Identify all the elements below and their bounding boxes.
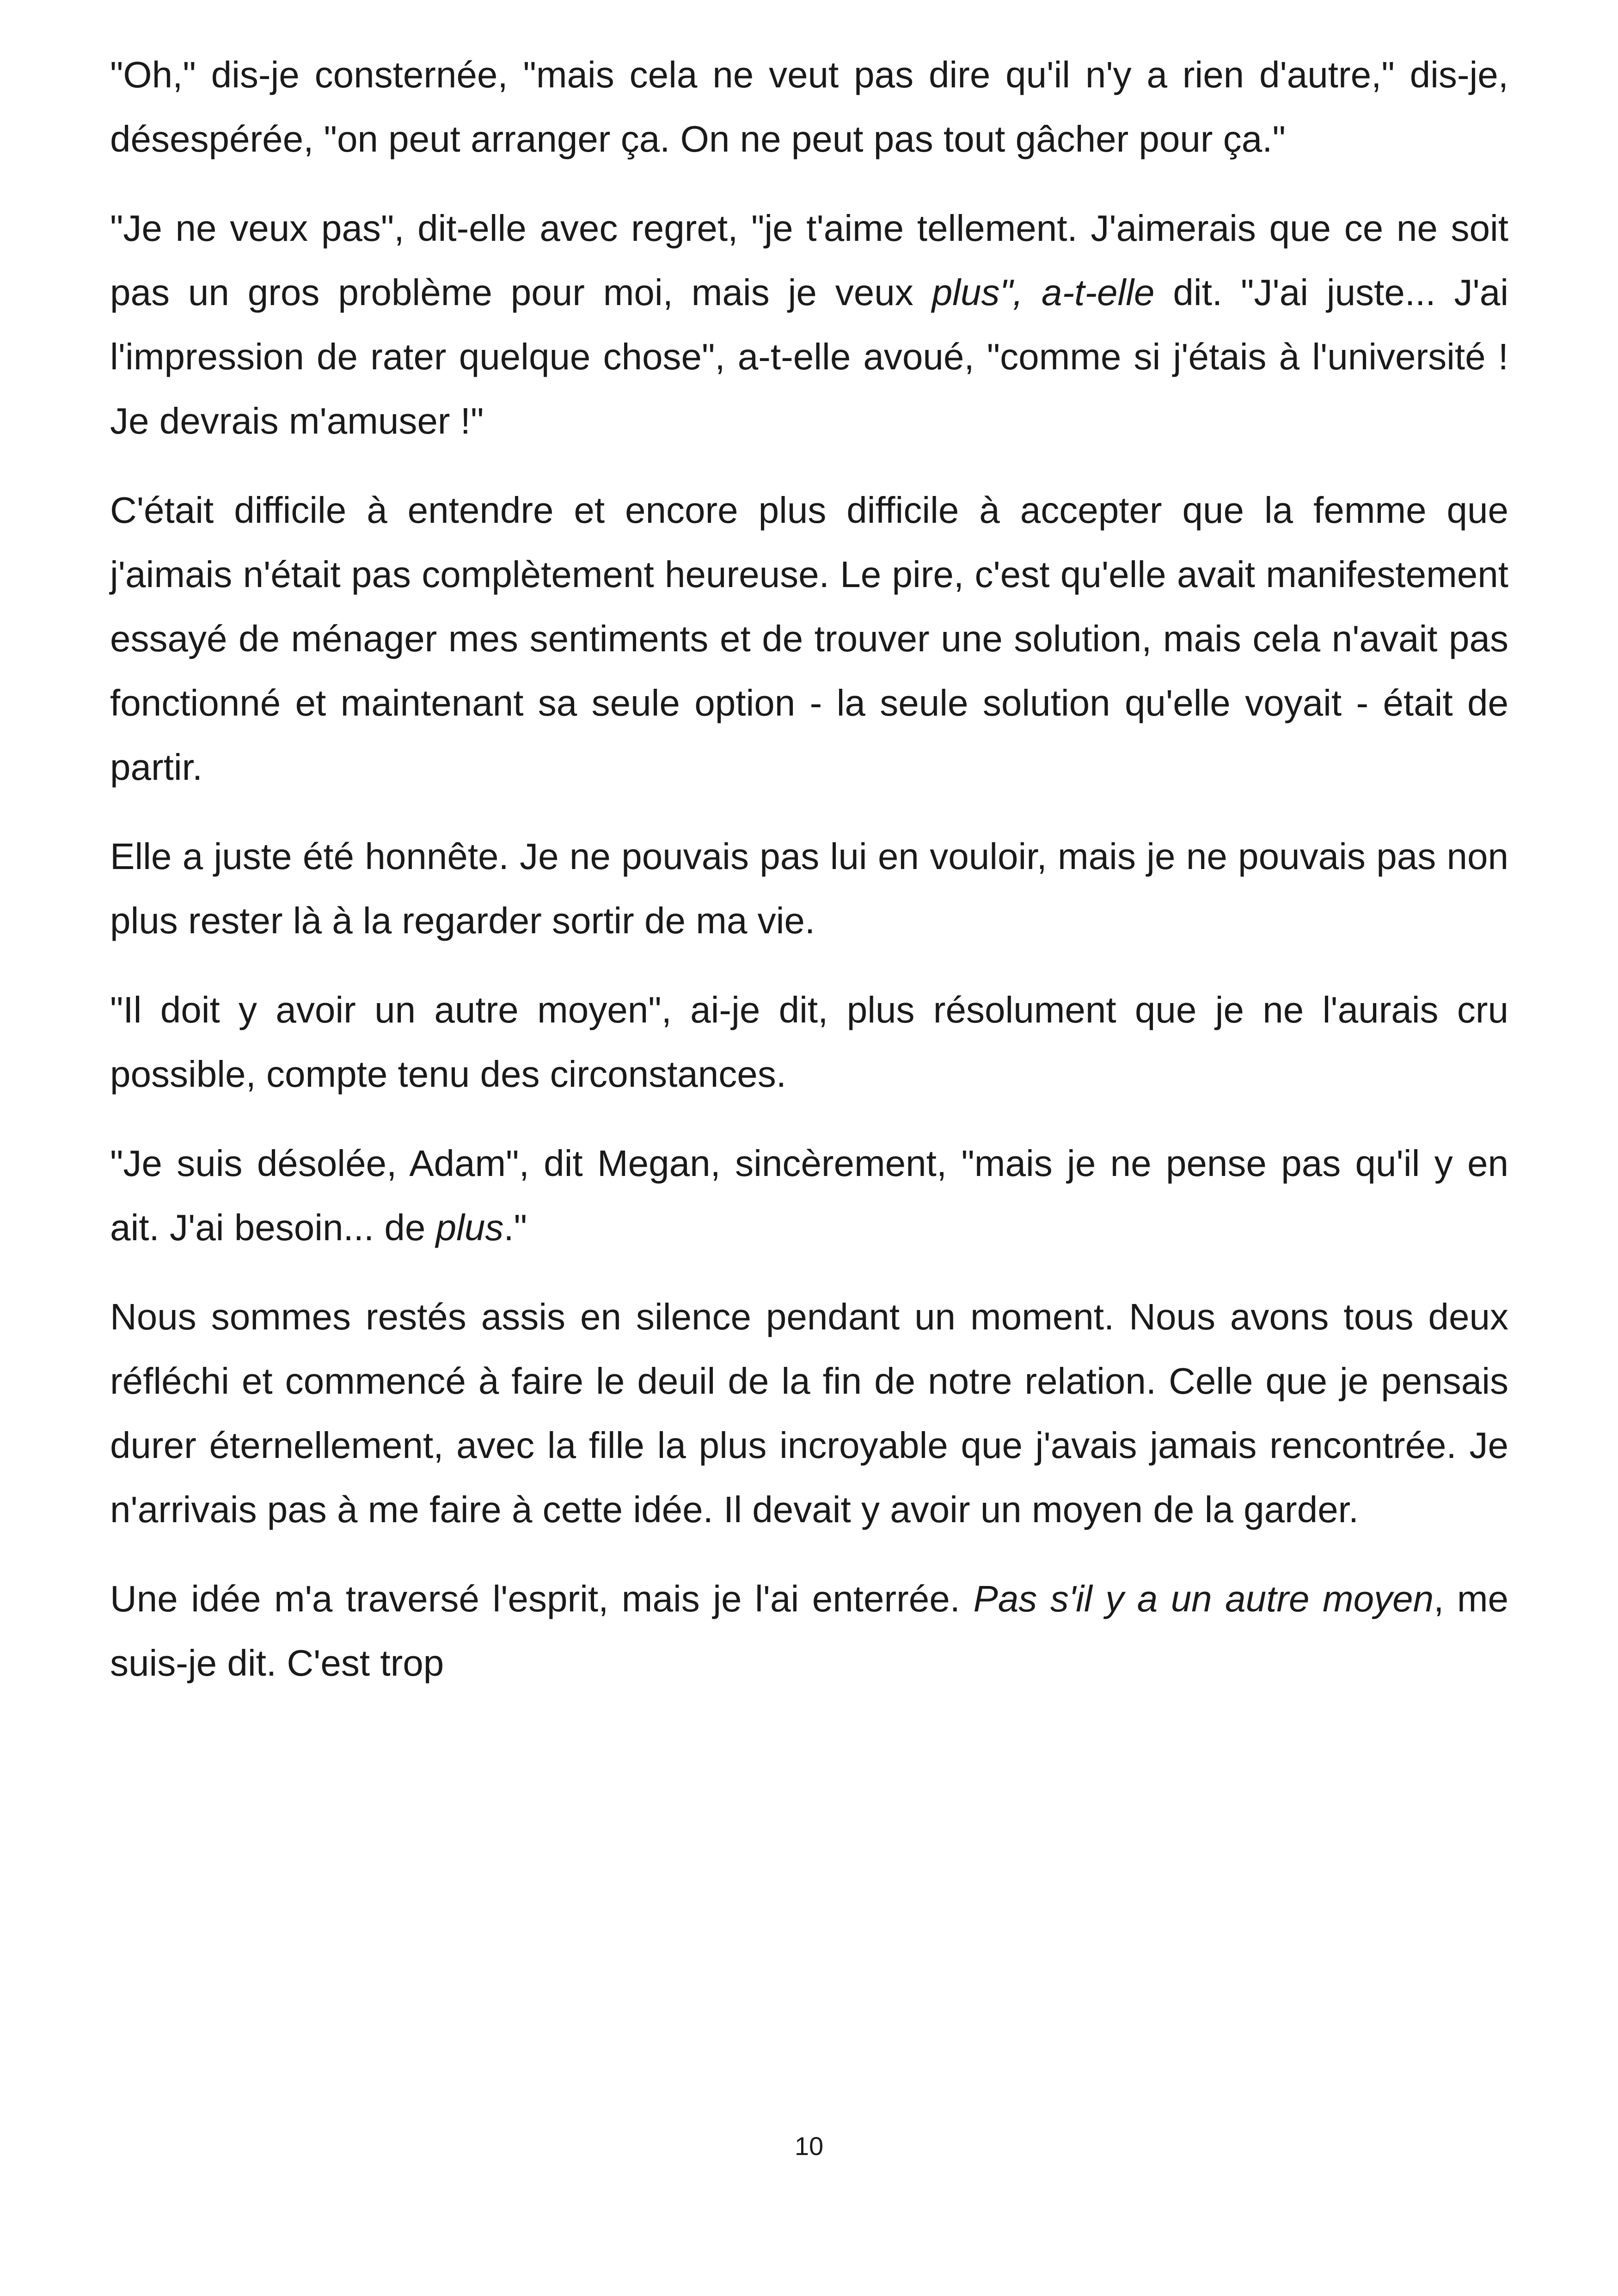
paragraph bbox=[110, 478, 1508, 799]
text-run: , me suis-je dit. C'est trop bbox=[110, 1578, 1509, 1684]
text-run: dit. "J'ai juste... J'ai l'impression de rater quelque chose", a-t-elle avoué, "comme si j'étais à l'université ! Je devrais m'amuser !" bbox=[110, 272, 1509, 441]
text-run: "Je suis désolée, Adam", dit Megan, sincèrement, "mais je ne pense pas qu'il y en ait. J'ai besoin... de bbox=[110, 1143, 1508, 1248]
paragraph bbox=[110, 824, 1508, 953]
text-run: C'était difficile à entendre et encore plus difficile à accepter que la femme que j'aimais n'était pas complètement heureuse. Le pire, c'est qu'elle avait manifestement essayé de ménager mes sentiments et de trouver une solution, mais cela n'avait pas fonctionné et maintenant sa seule option - la seule solution qu'elle voyait - était de partir. bbox=[110, 490, 1508, 788]
text-run: "Il doit y avoir un autre moyen", ai-je dit, plus résolument que je ne l'aurais cru possible, compte tenu des circonstances. bbox=[110, 989, 1508, 1095]
text-run: ." bbox=[503, 1207, 527, 1248]
italic-text-run: Pas s'il y a un autre moyen bbox=[973, 1578, 1434, 1619]
paragraph bbox=[110, 978, 1508, 1106]
text-run: Une idée m'a traversé l'esprit, mais je l'ai enterrée. bbox=[110, 1578, 974, 1619]
italic-text-run: plus", a-t-elle bbox=[932, 272, 1155, 313]
paragraph bbox=[110, 196, 1508, 453]
italic-text-run: plus bbox=[435, 1207, 504, 1248]
paragraph bbox=[110, 43, 1508, 171]
text-run: Elle a juste été honnête. Je ne pouvais pas lui en vouloir, mais je ne pouvais pas non plus rester là à la regarder sortir de ma vie. bbox=[110, 836, 1508, 941]
paragraph bbox=[110, 1567, 1508, 1695]
page-number: 10 bbox=[794, 2131, 824, 2161]
text-run: Nous sommes restés assis en silence pendant un moment. Nous avons tous deux réfléchi et commencé à faire le deuil de la fin de notre relation. Celle que je pensais durer éternellement, avec la fille la plus incroyable que j'avais jamais rencontrée. Je n'arrivais pas à me faire à cette idée. Il devait y avoir un moyen de la garder. bbox=[110, 1296, 1508, 1530]
paragraph bbox=[110, 1285, 1508, 1542]
paragraph bbox=[110, 1131, 1508, 1260]
text-run: "Je ne veux pas", dit-elle avec regret, "je t'aime tellement. J'aimerais que ce ne soit pas un gros problème pour moi, mais je veux bbox=[110, 208, 1508, 313]
body-text bbox=[110, 43, 1508, 1720]
text-run: "Oh," dis-je consternée, "mais cela ne veut pas dire qu'il n'y a rien d'autre," dis-je, désespérée, "on peut arranger ça. On ne peut pas tout gâcher pour ça." bbox=[110, 54, 1508, 159]
